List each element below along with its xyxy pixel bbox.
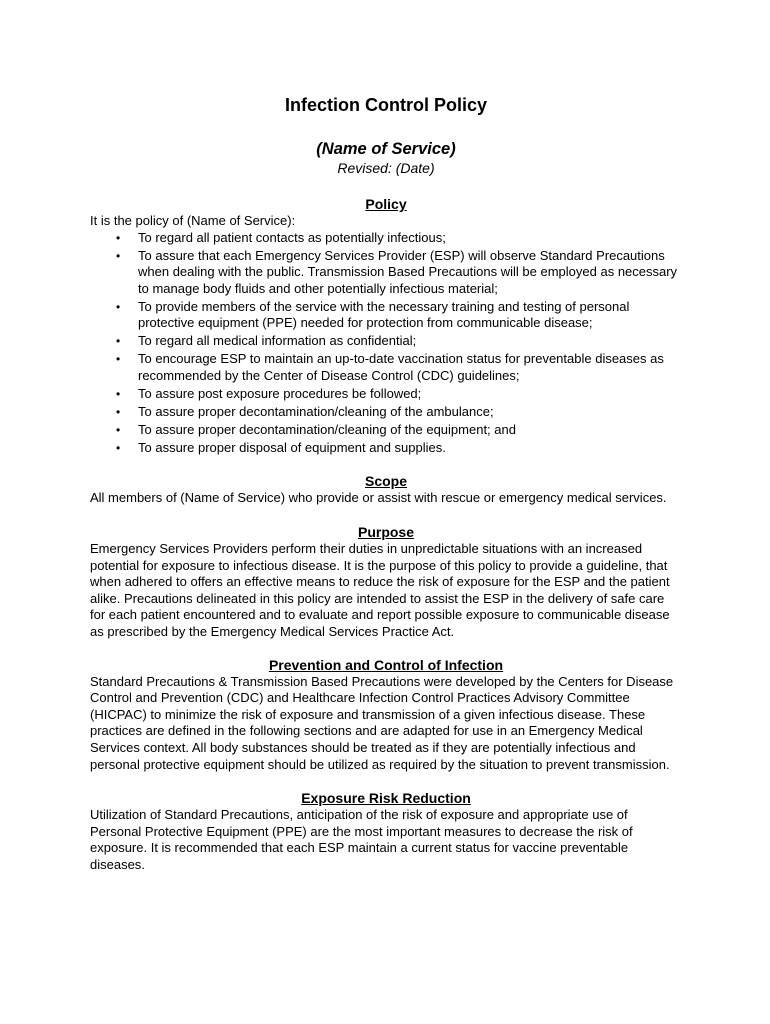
bullet-icon: • [116, 422, 121, 437]
policy-item-text: To assure proper decontamination/cleaning of the equipment; and [138, 421, 516, 437]
policy-item-text: To assure proper disposal of equipment and supplies. [138, 439, 446, 455]
bullet-icon: • [116, 404, 121, 419]
exposure-section [90, 789, 682, 873]
document-title: Infection Control Policy [284, 95, 487, 115]
purpose-section [90, 523, 682, 641]
policy-list [90, 230, 682, 457]
revised-date: Revised: (Date) [337, 160, 435, 176]
policy-item-text: To regard all medical information as confidential; [138, 333, 417, 349]
policy-item-text: To provide members of the service with the necessary training and testing of personal protective equipment (PPE) needed for protection from communicable disease; [138, 298, 630, 331]
exposure-text: Utilization of Standard Precautions, anticipation of the risk of exposure and appropriate use of Personal Protective Equipment (PPE) are the most important measures to decrease the risk of exposure. It is recommended that each ESP maintain a current status for vaccine preventable diseases. [90, 807, 633, 872]
prevention-section [90, 656, 682, 774]
policy-item [90, 404, 682, 421]
purpose-heading: Purpose [357, 524, 414, 541]
policy-item-text: To assure that each Emergency Services Provider (ESP) will observe Standard Precautions when dealing with the public. Transmission Based Precautions will be employed as necessary to manage body fluids and other potentially infectious material; [138, 247, 678, 296]
bullet-icon: • [116, 334, 121, 349]
policy-intro: It is the policy of (Name of Service): [90, 213, 296, 228]
bullet-icon: • [116, 352, 121, 367]
policy-item-text: To assure proper decontamination/cleaning of the ambulance; [138, 403, 494, 419]
service-name: (Name of Service) [316, 140, 456, 158]
policy-heading: Policy [365, 196, 407, 212]
policy-item [90, 230, 682, 247]
scope-text: All members of (Name of Service) who provide or assist with rescue or emergency medical services. [90, 490, 667, 506]
bullet-icon: • [116, 299, 121, 314]
prevention-heading: Prevention and Control of Infection [268, 656, 504, 673]
policy-item [90, 333, 682, 350]
bullet-icon: • [116, 230, 121, 245]
policy-item [90, 299, 682, 332]
scope-section [90, 472, 682, 507]
policy-item-text: To assure post exposure procedures be followed; [138, 385, 422, 401]
policy-item [90, 386, 682, 403]
policy-item-text: To regard all patient contacts as potentially infectious; [138, 229, 446, 245]
scope-heading: Scope [364, 473, 407, 490]
bullet-icon: • [116, 248, 121, 263]
policy-item-text: To encourage ESP to maintain an up-to-date vaccination status for preventable diseases as recommended by the Center of Disease Control (CDC) guidelines; [138, 351, 664, 383]
bullet-icon: • [116, 386, 121, 401]
exposure-heading: Exposure Risk Reduction [301, 790, 471, 807]
purpose-text: Emergency Services Providers perform their duties in unpredictable situations with an increased potential for exposure to infectious disease. It is the purpose of this policy to provide a guideline, that when adhered to offers an effective means to reduce the risk of exposure for the ESP and the patient alike. Precautions delineated in this policy are intended to assist the ESP in the delivery of safe care for each patient encountered and to evaluate and report possible exposure to communicable disease as prescribed by the Emergency Medical Services Practice Act. [90, 541, 670, 639]
policy-item [90, 440, 682, 457]
policy-item [90, 248, 682, 298]
policy-item [90, 422, 682, 439]
bullet-icon: • [116, 440, 121, 455]
policy-item [90, 351, 682, 384]
prevention-text: Standard Precautions & Transmission Based Precautions were developed by the Centers for Disease Control and Prevention (CDC) and Healthcare Infection Control Practices Advisory Committee (HICPAC) to minimize the risk of exposure and transmission of a given infectious disease. These practices are defined in the following sections and are adapted for use in an Emergency Medical Services context. All body substances should be treated as if they are potentially infectious and personal protective equipment should be utilized as required by the situation to prevent transmission. [90, 673, 674, 772]
policy-section [90, 195, 682, 456]
